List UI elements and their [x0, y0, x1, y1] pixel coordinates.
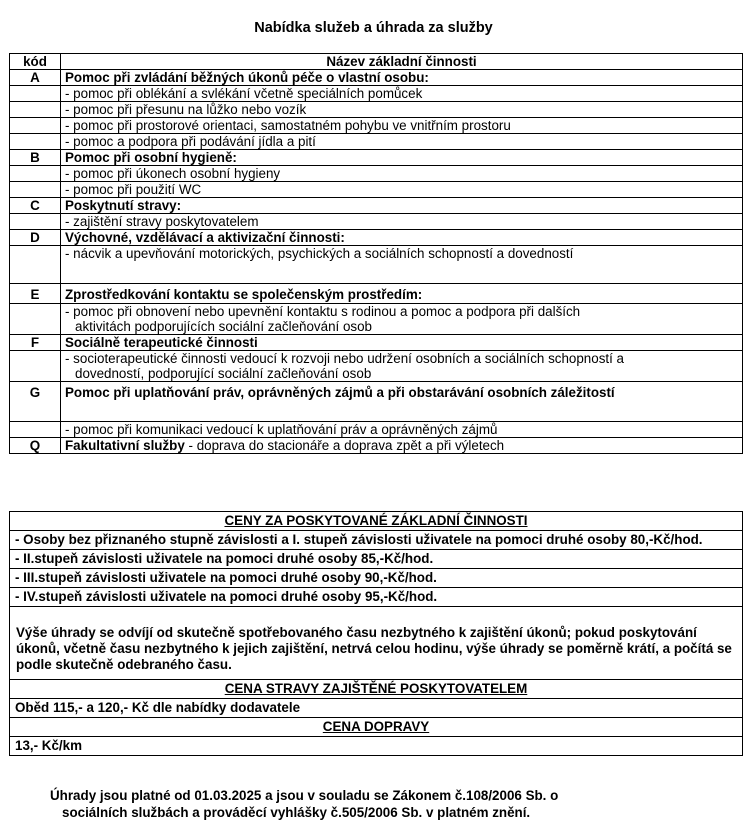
price-line: - IV.stupeň závislosti uživatele na pomoci druhé osoby 95,-Kč/hod.: [10, 588, 743, 607]
document-title: Nabídka služeb a úhrada za služby: [254, 20, 493, 36]
table-row: [10, 335, 743, 351]
table-row: [10, 438, 743, 454]
service-item: - pomoc při oblékání a svlékání včetně speciálních pomůcek: [61, 86, 743, 102]
table-row: [10, 182, 743, 198]
service-item: - pomoc při komunikaci vedoucí k uplatňování práv a oprávněných zájmů: [61, 422, 743, 438]
table-row: [10, 246, 743, 284]
group-code: E: [10, 284, 61, 304]
service-item: - pomoc při prostorové orientaci, samostatném pohybu ve vnitřním prostoru: [61, 118, 743, 134]
group-name: Sociálně terapeutické činnosti: [61, 335, 743, 351]
services-table: [9, 53, 743, 454]
service-item: - pomoc při použití WC: [61, 182, 743, 198]
service-item: - pomoc při přesunu na lůžko nebo vozík: [61, 102, 743, 118]
group-name-rest: - doprava do stacionáře a doprava zpět a při výletech: [184, 438, 505, 453]
service-item: - pomoc při úkonech osobní hygieny: [61, 166, 743, 182]
group-code: A: [10, 70, 61, 86]
group-code: F: [10, 335, 61, 351]
group-name: [61, 438, 743, 454]
service-item: [61, 351, 743, 382]
table-row: [10, 118, 743, 134]
table-row: [10, 422, 743, 438]
table-row: [10, 166, 743, 182]
prices-table: [9, 511, 743, 756]
table-row: [10, 150, 743, 166]
heading-food-price: CENA STRAVY ZAJIŠTĚNÉ POSKYTOVATELEM: [10, 680, 743, 699]
heading-transport-price: CENA DOPRAVY: [10, 718, 743, 737]
price-line: - Osoby bez přiznaného stupně závislosti a I. stupeň závislosti uživatele na pomoci druhé osoby 80,-Kč/hod.: [10, 531, 743, 550]
food-price-line: Oběd 115,- a 120,- Kč dle nabídky dodavatele: [10, 699, 743, 718]
heading-basic-prices: CENY ZA POSKYTOVANÉ ZÁKLADNÍ ČINNOSTI: [10, 512, 743, 531]
service-item: - pomoc a podpora při podávání jídla a pití: [61, 134, 743, 150]
group-code: D: [10, 230, 61, 246]
table-row: [10, 214, 743, 230]
group-name-bold: Fakultativní služby: [65, 438, 185, 453]
table-row: [10, 86, 743, 102]
group-name: Pomoc při uplatňování práv, oprávněných zájmů a při obstarávání osobních záležitostí: [61, 382, 743, 422]
footer-line: Úhrady jsou platné od 01.03.2025 a jsou v souladu se Zákonem č.108/2006 Sb. o: [50, 788, 559, 803]
service-item: - zajištění stravy poskytovatelem: [61, 214, 743, 230]
table-row: [10, 382, 743, 422]
table-row: [10, 70, 743, 86]
footer-line: sociálních službách a prováděcí vyhlášky č.505/2006 Sb. v platném znění.: [62, 805, 531, 820]
column-header-code: kód: [10, 54, 61, 70]
table-row: [10, 284, 743, 304]
group-name: Výchovné, vzdělávací a aktivizační činnosti:: [61, 230, 743, 246]
price-line: - II.stupeň závislosti uživatele na pomoci druhé osoby 85,-Kč/hod.: [10, 550, 743, 569]
group-name: Poskytnutí stravy:: [61, 198, 743, 214]
transport-price-line: 13,- Kč/km: [10, 737, 743, 756]
service-item: [61, 304, 743, 335]
service-item: - nácvik a upevňování motorických, psychických a sociálních schopností a dovedností: [61, 246, 743, 284]
table-row: [10, 304, 743, 335]
table-row: [10, 230, 743, 246]
group-code: Q: [10, 438, 61, 454]
group-name: Zprostředkování kontaktu se společenským prostředím:: [61, 284, 743, 304]
service-item-line: aktivitách podporujících sociální začleňování osob: [75, 319, 373, 334]
footer-note: [50, 787, 690, 821]
group-code: B: [10, 150, 61, 166]
service-item-line: dovedností, podporující sociální začleňování osob: [75, 366, 372, 381]
table-row: [10, 351, 743, 382]
price-line: - III.stupeň závislosti uživatele na pomoci druhé osoby 90,-Kč/hod.: [10, 569, 743, 588]
table-header-row: [10, 54, 743, 70]
group-name: Pomoc při osobní hygieně:: [61, 150, 743, 166]
service-item-line: - socioterapeutické činnosti vedoucí k rozvoji nebo udržení osobních a sociálních schopností a: [65, 351, 625, 366]
service-item-line: - pomoc při obnovení nebo upevnění kontaktu s rodinou a pomoc a podpora při dalších: [65, 304, 581, 319]
group-name: Pomoc při zvládání běžných úkonů péče o vlastní osobu:: [61, 70, 743, 86]
column-header-name: Název základní činnosti: [61, 54, 743, 70]
table-row: [10, 102, 743, 118]
table-row: [10, 134, 743, 150]
table-row: [10, 198, 743, 214]
price-note: Výše úhrady se odvíjí od skutečně spotřebovaného času nezbytného k zajištění úkonů; pokud poskytování úkonů, včetně času nezbytného k jejich zajištění, netrvá celou hodinu, výše úhrady se poměrně krátí, a počítá se podle skutečně odebraného času.: [10, 607, 743, 680]
group-code: C: [10, 198, 61, 214]
group-code: G: [10, 382, 61, 422]
